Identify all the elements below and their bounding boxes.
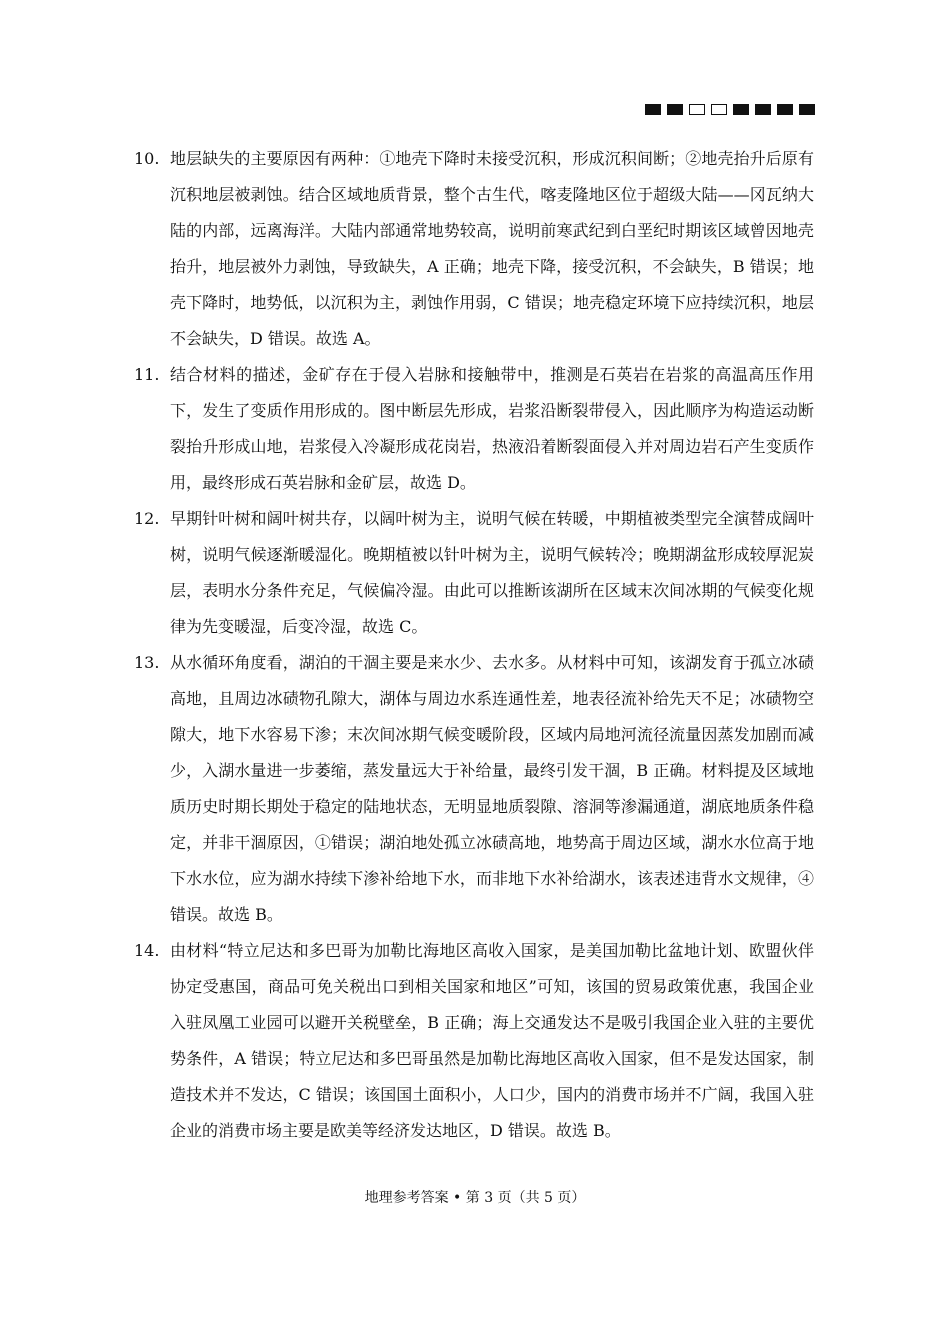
header-mark: [777, 104, 793, 115]
header-mark: [711, 104, 727, 115]
answer-text: 从水循环角度看，湖泊的干涸主要是来水少、去水多。从材料中可知，该湖发育于孤立冰碛高地，且周边冰碛物孔隙大，湖体与周边水系连通性差，地表径流补给先天不足；冰碛物空隙大，地下水容易下渗；末次间冰期气候变暖阶段，区域内局地河流径流量因蒸发加剧而减少，入湖水量进一步萎缩，蒸发量远大于补给量，最终引发干涸，B 正确。材料提及区域地质历史时期长期处于稳定的陆地状态，无明显地质裂隙、溶洞等渗漏通道，湖底地质条件稳定，并非干涸原因，①错误；湖泊地处孤立冰碛高地，地势高于周边区域，湖水水位高于地下水水位，应为湖水持续下渗补给地下水，而非地下水补给湖水，该表述违背水文规律，④错误。故选 B。: [170, 653, 814, 924]
answer-item-13: [134, 645, 814, 933]
answer-text: 由材料“特立尼达和多巴哥为加勒比海地区高收入国家，是美国加勒比盆地计划、欧盟伙伴协定受惠国，商品可免关税出口到相关国家和地区”可知，该国的贸易政策优惠，我国企业入驻凤凰工业园可以避开关税壁垒，B 正确；海上交通发达不是吸引我国企业入驻的主要优势条件，A 错误；特立尼达和多巴哥虽然是加勒比海地区高收入国家，但不是发达国家，制造技术并不发达，C 错误；该国国土面积小，人口少，国内的消费市场并不广阔，我国入驻企业的消费市场主要是欧美等经济发达地区，D 错误。故选 B。: [170, 941, 814, 1140]
question-number: 13.: [134, 653, 160, 672]
page-footer: 地理参考答案 • 第 3 页（共 5 页）: [364, 1190, 586, 1206]
question-number: 14.: [134, 941, 160, 960]
question-number: 12.: [134, 509, 160, 528]
header-mark: [645, 104, 661, 115]
header-mark: [733, 104, 749, 115]
answer-item-12: [134, 501, 814, 645]
header-mark: [799, 104, 815, 115]
answer-item-10: [134, 141, 814, 357]
header-mark: [689, 104, 705, 115]
header-mark: [667, 104, 683, 115]
header-mark: [755, 104, 771, 115]
answer-text: 早期针叶树和阔叶树共存，以阔叶树为主，说明气候在转暖，中期植被类型完全演替成阔叶树，说明气候逐渐暖湿化。晚期植被以针叶树为主，说明气候转冷；晚期湖盆形成较厚泥炭层，表明水分条件充足，气候偏冷湿。由此可以推断该湖所在区域末次间冰期的气候变化规律为先变暖湿，后变冷湿，故选 C。: [170, 509, 814, 636]
question-number: 11.: [134, 365, 160, 384]
answer-item-14: [134, 933, 814, 1149]
answer-item-11: [134, 357, 814, 501]
question-number: 10.: [134, 149, 160, 168]
answer-text: 地层缺失的主要原因有两种：①地壳下降时未接受沉积，形成沉积间断；②地壳抬升后原有沉积地层被剥蚀。结合区域地质背景，整个古生代，喀麦隆地区位于超级大陆——冈瓦纳大陆的内部，远离海洋。大陆内部通常地势较高，说明前寒武纪到白垩纪时期该区域曾因地壳抬升，地层被外力剥蚀，导致缺失，A 正确；地壳下降，接受沉积，不会缺失，B 错误；地壳下降时，地势低，以沉积为主，剥蚀作用弱，C 错误；地壳稳定环境下应持续沉积，地层不会缺失，D 错误。故选 A。: [170, 149, 814, 348]
answer-text: 结合材料的描述，金矿存在于侵入岩脉和接触带中，推测是石英岩在岩浆的高温高压作用下，发生了变质作用形成的。图中断层先形成，岩浆沿断裂带侵入，因此顺序为构造运动断裂抬升形成山地，岩浆侵入冷凝形成花岗岩，热液沿着断裂面侵入并对周边岩石产生变质作用，最终形成石英岩脉和金矿层，故选 D。: [170, 365, 814, 492]
answer-content: [134, 141, 814, 1149]
header-marks: [645, 104, 815, 115]
